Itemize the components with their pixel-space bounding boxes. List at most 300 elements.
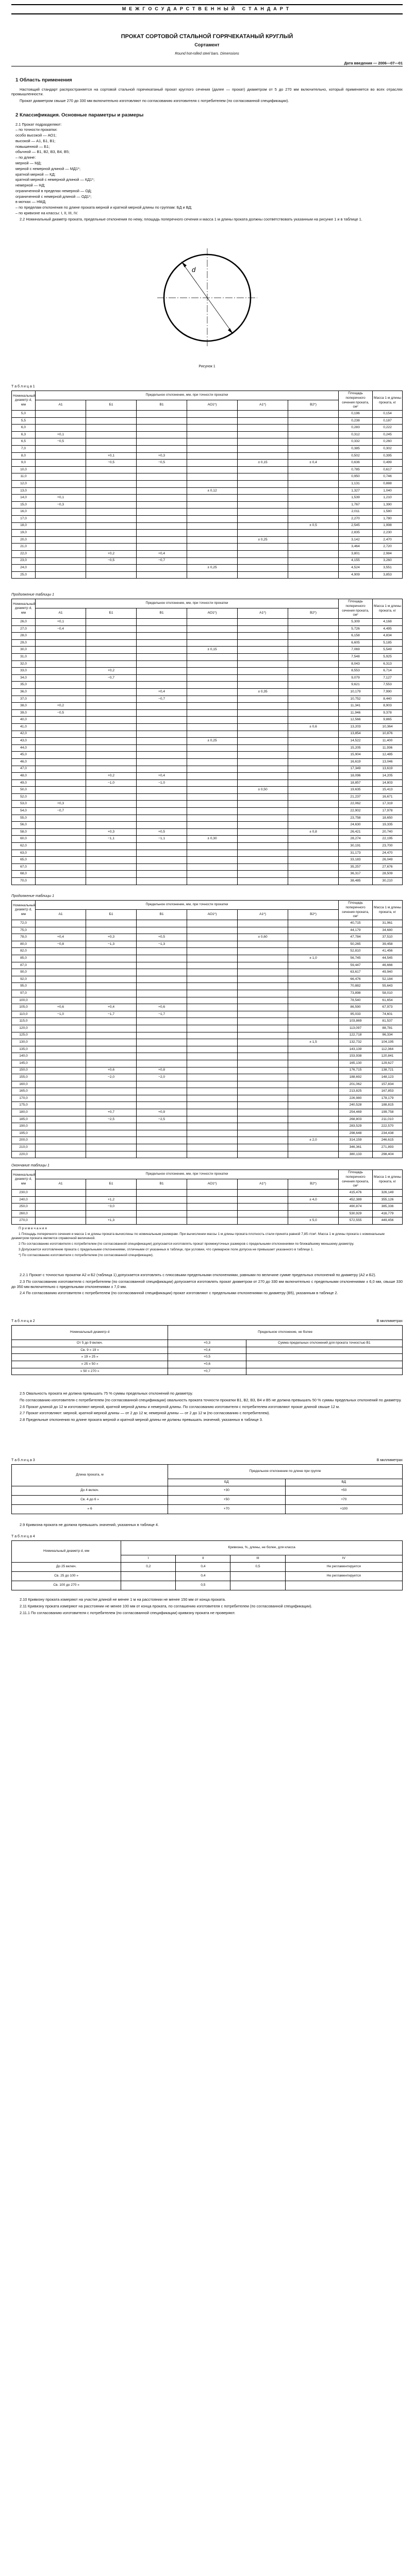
column-header: АО1*) [187, 1179, 238, 1189]
table-cell: 62,0 [12, 843, 36, 850]
table-cell [86, 766, 137, 773]
table-row [12, 871, 403, 878]
table-cell: 16,619 [339, 758, 373, 766]
table-cell: 230,0 [12, 1190, 36, 1197]
table-row [12, 446, 403, 453]
table-cell: +0,4 [137, 688, 187, 696]
table-cell: 11,341 [339, 703, 373, 710]
table-cell [238, 744, 288, 752]
table-cell [288, 1060, 339, 1067]
paragraph: 2.11.1 По согласованию изготовителя с потребителем (по согласованной спецификации) кривизну проката не проверяют. [20, 1610, 236, 1615]
table-cell: 4,168 [373, 619, 403, 626]
column-header: Б1 [86, 400, 137, 410]
table-cell [187, 723, 238, 731]
table-cell [187, 983, 238, 990]
table-cell [187, 787, 238, 794]
table-cell: 7,0 [12, 446, 36, 453]
table-cell: 53,0 [12, 801, 36, 808]
table-cell: 0,2 [121, 1563, 176, 1572]
table-cell [288, 1116, 339, 1123]
table-cell: 11,946 [339, 709, 373, 717]
table-cell [137, 515, 187, 522]
table-row [12, 668, 403, 675]
table-cell [36, 633, 86, 640]
table-cell [187, 625, 238, 633]
table-cell [137, 1095, 187, 1102]
table-cell [187, 1210, 238, 1217]
table-cell: 0,260 [373, 438, 403, 446]
table-cell: 35,0 [12, 682, 36, 689]
table-cell [238, 565, 288, 572]
paragraph: 2.9 Кривизна проката не должна превышать значений, указанных в таблице 4. [20, 1522, 159, 1527]
table-cell: 188,815 [373, 1102, 403, 1109]
table-row [12, 1095, 403, 1102]
table-cell [86, 962, 137, 969]
paragraph: 2.4 По согласованию изготовителя с потребителем (по согласованной спецификации) прокат изготовляют с предельными отклонениями по диаметру (В5), указанным в таблице 2. [20, 1291, 338, 1296]
table-cell [187, 411, 238, 418]
table-cell: 95,0 [12, 983, 36, 990]
note-line: 3 Допускается изготовление проката с предельными отклонениями, отличными от указанных в таблице, при условии, что суммарное поле допуска не превышает указанного в таблице 1. [19, 1247, 314, 1251]
table-cell [187, 431, 238, 438]
table-cell [288, 997, 339, 1004]
table-cell [137, 633, 187, 640]
table-row [12, 969, 403, 976]
table-cell: 13,0 [12, 487, 36, 495]
table-cell: +0,1 [36, 619, 86, 626]
table-row [12, 674, 403, 682]
table-cell [187, 843, 238, 850]
table-row [12, 550, 403, 557]
table-cell [238, 962, 288, 969]
table-cell [137, 920, 187, 927]
table-cell [238, 1046, 288, 1053]
table-notes [11, 1227, 403, 1258]
table-cell: 250,0 [12, 1204, 36, 1211]
table-cell [238, 941, 288, 948]
table-cell: 55,643 [373, 983, 403, 990]
table-cell: 240,528 [339, 1102, 373, 1109]
table-cell [36, 731, 86, 738]
table-caption: Т а б л и ц а 1 [11, 385, 35, 388]
figure-1 [11, 242, 403, 371]
table-cell: 20,0 [12, 536, 36, 544]
table-cell: 28,0 [12, 633, 36, 640]
table-cell [238, 850, 288, 857]
table-cell [137, 639, 187, 647]
column-header: Номинальный диаметр d, мм [12, 599, 36, 619]
table-cell [238, 1151, 288, 1158]
table-cell [36, 983, 86, 990]
table-cell [86, 509, 137, 516]
table-cell [238, 808, 288, 815]
table-cell [137, 787, 187, 794]
table-cell: 82,0 [12, 948, 36, 955]
table-cell: 17,349 [339, 766, 373, 773]
table-cell: 2,230 [373, 530, 403, 537]
table-cell [137, 857, 187, 864]
table-cell [187, 460, 238, 467]
table-cell: 104,195 [373, 1039, 403, 1046]
table-cell: 70,0 [12, 878, 36, 885]
table-cell: 185,0 [12, 1116, 36, 1123]
table-cell [288, 758, 339, 766]
table-cell [187, 668, 238, 675]
table-cell [238, 948, 288, 955]
table-cell [137, 927, 187, 934]
table-cell [86, 530, 137, 537]
table-cell [86, 787, 137, 794]
table-row [12, 717, 403, 724]
table-cell: 67,973 [373, 1004, 403, 1011]
table-row [12, 744, 403, 752]
table-cell [238, 758, 288, 766]
table-cell: 8,553 [339, 668, 373, 675]
table-cell: 2,720 [373, 544, 403, 551]
table-cell [187, 633, 238, 640]
list-item: ограниченной с немерной длиной — ОД1*; [15, 194, 92, 199]
table-cell [288, 501, 339, 509]
table-cell: 148,123 [373, 1074, 403, 1081]
table-cell: 105,0 [12, 1004, 36, 1011]
table-cell [86, 863, 137, 871]
table-cell: ± 5,0 [288, 1217, 339, 1225]
table-cell [137, 738, 187, 745]
table-cell [238, 480, 288, 487]
table-cell [288, 731, 339, 738]
table-row [12, 660, 403, 668]
table-cell [137, 1046, 187, 1053]
table-cell: 0,196 [339, 411, 373, 418]
table-cell: 167,853 [373, 1088, 403, 1095]
table-cell [187, 955, 238, 962]
table-row [12, 955, 403, 962]
table-cell: 103,869 [339, 1018, 373, 1025]
table-cell [187, 927, 238, 934]
table-cell: 5,309 [339, 619, 373, 626]
table-cell: +0,3 [86, 828, 137, 836]
table-cell: +70 [285, 1496, 402, 1505]
table-cell: 60,0 [12, 836, 36, 843]
table-cell: −0,7 [137, 557, 187, 565]
table-cell [238, 515, 288, 522]
table-cell [187, 1123, 238, 1130]
clauses-2-10 [11, 1597, 403, 1617]
table-cell: 1,539 [339, 495, 373, 502]
table-cell: ± 0,50 [238, 787, 288, 794]
table-cell [36, 654, 86, 661]
table-cell [36, 473, 86, 481]
table-cell [187, 941, 238, 948]
table-cell: 314,159 [339, 1137, 373, 1144]
paragraph: 2.10 Кривизну проката измеряют на участке длиной не менее 1 м на расстоянии не менее 150 мм от конца проката. [20, 1597, 226, 1602]
table-cell: 21,0 [12, 544, 36, 551]
table-cell [238, 696, 288, 703]
table-cell: 92,0 [12, 976, 36, 983]
table-cell: 240,0 [12, 1196, 36, 1204]
table-cell [86, 625, 137, 633]
table-cell [288, 550, 339, 557]
table-cell [187, 920, 238, 927]
table-cell [238, 1074, 288, 1081]
table-cell [288, 857, 339, 864]
table-cell: 0,302 [373, 446, 403, 453]
table-cell [187, 530, 238, 537]
table-cell [137, 487, 187, 495]
table-cell [137, 417, 187, 425]
table-cell [36, 717, 86, 724]
table-cell: 6,3 [12, 431, 36, 438]
table-cell [137, 717, 187, 724]
table-cell: 85,0 [12, 955, 36, 962]
column-header: Масса 1 м длины проката, кг [373, 599, 403, 619]
table-cell [187, 1109, 238, 1116]
table-cell: 1,327 [339, 487, 373, 495]
table-cell [187, 948, 238, 955]
table-cell [36, 871, 86, 878]
table-cell: −1,7 [137, 1011, 187, 1018]
table-row [12, 1368, 403, 1375]
table-cell [86, 1210, 137, 1217]
table-cell: 40,715 [339, 920, 373, 927]
table-row [12, 1347, 403, 1354]
table-cell [288, 983, 339, 990]
column-header: Б1 [86, 1179, 137, 1189]
table-cell [288, 515, 339, 522]
column-header: А1 [36, 400, 86, 410]
table-cell: 254,469 [339, 1109, 373, 1116]
table-cell [86, 976, 137, 983]
table-cell [187, 934, 238, 941]
table-cell: 3,551 [373, 565, 403, 572]
table-cell [288, 752, 339, 759]
table-cell [288, 557, 339, 565]
table-cell: Св. 100 до 270 » [12, 1581, 121, 1590]
table-cell [36, 411, 86, 418]
table-cell [187, 1116, 238, 1123]
table-cell [238, 871, 288, 878]
table-row [12, 997, 403, 1004]
column-header: АО1*) [187, 400, 238, 410]
table-row [12, 1011, 403, 1018]
table-cell: 52,184 [373, 976, 403, 983]
table-cell [137, 815, 187, 822]
table-continuation: Продолжение таблицы 1 [11, 894, 54, 898]
table-cell: 66,476 [339, 976, 373, 983]
table-cell [36, 1109, 86, 1116]
table-cell [288, 822, 339, 829]
table-cell: 22,195 [373, 836, 403, 843]
table-row [12, 948, 403, 955]
table-cell: −0,7 [137, 696, 187, 703]
table-cell [288, 808, 339, 815]
table-cell [238, 530, 288, 537]
table-cell: +1,3 [86, 1217, 137, 1225]
table-row [12, 738, 403, 745]
table-cell: +30 [168, 1486, 285, 1496]
table-row [12, 1204, 403, 1211]
table-cell: 222,570 [373, 1123, 403, 1130]
table-cell: 1,040 [373, 487, 403, 495]
table-row [12, 1340, 403, 1347]
table-cell: 268,803 [339, 1116, 373, 1123]
table-cell [86, 1018, 137, 1025]
table-cell [86, 1088, 137, 1095]
table-cell [288, 863, 339, 871]
table-cell: 355,126 [373, 1196, 403, 1204]
table-row [12, 466, 403, 473]
column-header: В2*) [288, 400, 339, 410]
table-cell: 32,0 [12, 660, 36, 668]
table-cell [137, 501, 187, 509]
table-cell [238, 822, 288, 829]
table-row [12, 1496, 403, 1505]
table-cell [288, 948, 339, 955]
table-cell [246, 1368, 402, 1375]
table-cell [238, 793, 288, 801]
table-cell: 27,676 [373, 863, 403, 871]
deviation-table [11, 1325, 403, 1375]
table-cell [86, 758, 137, 766]
table-row [12, 633, 403, 640]
table-cell [187, 495, 238, 502]
column-header: Длина проката, м [12, 1465, 168, 1486]
table-row [12, 1088, 403, 1095]
table-cell [288, 417, 339, 425]
table-cell [187, 639, 238, 647]
table-cell: 33,183 [339, 857, 373, 864]
column-header: А1 [36, 1179, 86, 1189]
table-cell: 97,0 [12, 990, 36, 997]
table-row [12, 836, 403, 843]
paragraph: 2.6 Прокат длиной до 12 м изготовляют мерной, кратной мерной длины и немерной длины. По согласованию изготовителя с потребителем изготовляют прокат длиной свыше 12 м. [20, 1404, 340, 1409]
note-line: П р и м е ч а н и я [19, 1227, 47, 1231]
table-cell: 13,046 [373, 758, 403, 766]
table-cell: 10,0 [12, 466, 36, 473]
table-cell [187, 696, 238, 703]
table-cell [86, 487, 137, 495]
table-row [12, 758, 403, 766]
table-row [12, 801, 403, 808]
table-cell: 2,984 [373, 550, 403, 557]
table-cell [187, 1151, 238, 1158]
table-cell [86, 955, 137, 962]
table-cell [137, 1130, 187, 1137]
table-cell [187, 550, 238, 557]
column-header: I [121, 1555, 176, 1563]
table-cell: 380,133 [339, 1151, 373, 1158]
table-cell [238, 1011, 288, 1018]
table-cell: −1,0 [137, 779, 187, 787]
figure-caption: Рисунок 1 [198, 364, 216, 368]
table-cell: 68,0 [12, 871, 36, 878]
table-cell: +0,6 [36, 1004, 86, 1011]
table-cell [86, 850, 137, 857]
table-cell [86, 417, 137, 425]
table-cell [137, 850, 187, 857]
table-cell [36, 536, 86, 544]
table-cell [137, 509, 187, 516]
table-cell [187, 1032, 238, 1039]
table-cell [137, 948, 187, 955]
table-cell [36, 565, 86, 572]
table-cell: 67,0 [12, 863, 36, 871]
table-cell [137, 1060, 187, 1067]
table-cell: 7,553 [373, 682, 403, 689]
table-cell: 6,714 [373, 668, 403, 675]
curvature-table [11, 1540, 403, 1590]
table-cell [86, 1151, 137, 1158]
table-cell [288, 1004, 339, 1011]
table-row [12, 460, 403, 467]
table-cell [246, 1361, 402, 1368]
table-cell: 3,853 [373, 571, 403, 579]
table-cell [187, 822, 238, 829]
table-row [12, 1046, 403, 1053]
table-cell: 58,010 [373, 990, 403, 997]
table-2 [11, 1319, 403, 1375]
table-continuation: Продолжение таблицы 1 [11, 593, 54, 597]
column-header: Площадь поперечного сечения проката, см² [339, 901, 373, 920]
table-cell: » 50 » 270 » [12, 1368, 168, 1375]
table-row [12, 1572, 403, 1581]
column-header: Б1 [86, 909, 137, 920]
table-cell [86, 1123, 137, 1130]
table-cell [86, 536, 137, 544]
table-cell [238, 647, 288, 654]
table-cell: 13,203 [339, 723, 373, 731]
table-cell [86, 731, 137, 738]
table-row [12, 1081, 403, 1088]
table-cell: 96,334 [373, 1032, 403, 1039]
table-cell [187, 878, 238, 885]
table-cell [238, 1196, 288, 1204]
table-row [12, 1018, 403, 1025]
table-cell [86, 501, 137, 509]
column-header: АО1*) [187, 909, 238, 920]
paragraph: Прокат диаметром свыше 270 до 330 мм включительно изготовляют по согласованию изготовителя с потребителем (по согласованной спецификации). [20, 98, 289, 104]
table-cell: 24,630 [339, 822, 373, 829]
table-cell: 59,447 [339, 962, 373, 969]
table-cell: ± 0,15 [238, 460, 288, 467]
table-cell [86, 717, 137, 724]
table-cell [86, 948, 137, 955]
table-row [12, 793, 403, 801]
table-cell [187, 466, 238, 473]
column-header: Площадь поперечного сечения проката, см² [339, 599, 373, 619]
column-header: II [176, 1555, 230, 1563]
table-cell [86, 1095, 137, 1102]
column-header: В1 [137, 608, 187, 618]
table-cell [187, 660, 238, 668]
table-row [12, 773, 403, 780]
document-subtitle: Сортамент [194, 42, 220, 47]
table-cell: 29,0 [12, 639, 36, 647]
table-cell: 42,0 [12, 731, 36, 738]
table-cell [288, 438, 339, 446]
table-cell: 44,179 [339, 927, 373, 934]
table-cell: 6,313 [373, 660, 403, 668]
table-cell [36, 920, 86, 927]
table-cell: +0,7 [168, 1368, 246, 1375]
table-cell: 6,605 [339, 639, 373, 647]
table-cell: 13,854 [339, 731, 373, 738]
table-cell [187, 1088, 238, 1095]
table-cell [137, 682, 187, 689]
table-cell [288, 1032, 339, 1039]
table-cell: −2,5 [137, 1116, 187, 1123]
table-row [12, 703, 403, 710]
table-cell [36, 674, 86, 682]
